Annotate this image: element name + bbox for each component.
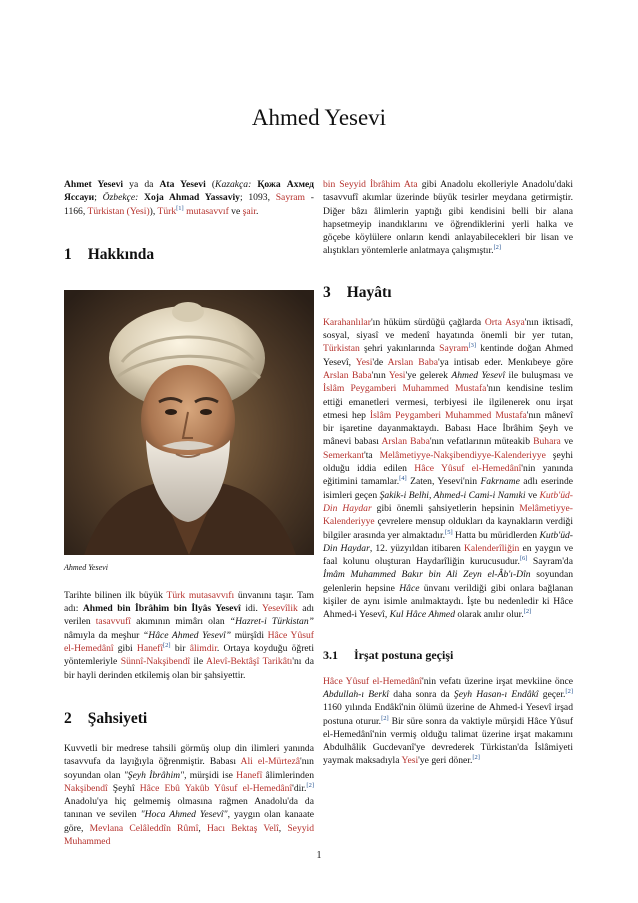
name-ata-yesevi: Ata Yesevi — [159, 179, 206, 190]
portrait-image — [64, 290, 314, 555]
text: , mürşidi ise — [184, 769, 237, 781]
link-tasavvufi[interactable]: tasavvufî — [95, 616, 131, 628]
text: gibi Anadolu ekolleriyle Anadolu'daki tasavvufî akımlar üzerinde büyük tesirler meydana getirmiştir. Diğer bâzı âlimlerin yaptığı gibi kendisini belli bir alana hapsetmeyip inandıklarını ve öğrendiklerini yerli halka ve göçebe köylülere onların kendi anlayabilecekleri bir lisan ve alıştıkları yöntemlerle anlatmaya çalışmıştır. — [323, 179, 574, 257]
text: soyundan gelenlerin hepsine — [323, 569, 573, 594]
text: . Ortaya koyduğu öğreti yöntemleriyle — [64, 643, 314, 668]
text: şehri yakınlarında — [359, 343, 440, 355]
image-caption: Ahmed Yesevi — [64, 562, 108, 572]
link-turkistan-2[interactable]: Türkistan — [323, 343, 360, 355]
link-mutasavvif[interactable]: mutasavvıf — [186, 205, 229, 217]
text: mürşîdi — [231, 629, 268, 641]
name-ahmet-yesevi: Ahmet Yesevi — [64, 179, 124, 190]
text: 'nı da bir hayli derinden etkilemiş olan bir şahsiyettir. — [64, 656, 314, 681]
quote-kutbuddin-haydar: Kutb'üd-Din Haydar — [323, 529, 573, 554]
link-naksibendi[interactable]: Nakşibendî — [64, 782, 108, 794]
link-yesi[interactable]: Yesi — [355, 356, 373, 368]
ref-2[interactable]: [2] — [306, 781, 314, 789]
section-number: 1 — [64, 245, 72, 263]
text: 'ya intisab eder. Menkıbeye göre — [437, 356, 573, 368]
link-hace-yusuf[interactable]: Hâce Yûsuf el-Hemedânî — [64, 629, 314, 655]
text: ; 1093, — [239, 192, 276, 204]
text: ile — [190, 656, 207, 668]
link-arslan-baba-2[interactable]: Arslan Baba — [323, 369, 372, 381]
section-title: Şahsiyeti — [87, 709, 148, 727]
text: Kuvvetli bir medrese tahsili görmüş olup din ilimleri yanında tasavvufa da layığıyla öğrenmiştir. Babası — [64, 742, 314, 768]
section-number: 3.1 — [323, 647, 338, 662]
text: adı verilen — [64, 603, 315, 628]
text: Zaten, Yesevi'nin — [406, 476, 481, 488]
link-islam-peygamberi-2[interactable]: İslâm Peygamberi Muhammed Mustafa — [369, 409, 527, 421]
uzbek-name: Xoja Ahmad Yassaviy — [138, 192, 240, 204]
text: 'nın kendisine teslim ettiği emanetleri vermesi, terbiyesi ile ilgilenerek onu irşat etmesi hep — [323, 383, 573, 421]
page-number: 1 — [316, 850, 322, 861]
text: bir — [170, 643, 190, 655]
right-column — [323, 178, 573, 768]
hakkinda-paragraph — [64, 589, 314, 682]
link-melametiyye[interactable]: Melâmetiyye-Nakşibendiyye-Kalenderiyye — [379, 449, 546, 461]
link-hace-ebu-yakub[interactable]: Hâce Ebû Yakûb Yûsuf el-Hemedânî — [139, 782, 293, 794]
text: 'de — [372, 356, 388, 368]
section-heading-hayati — [323, 284, 573, 302]
text: ; — [94, 192, 103, 204]
link-sayram[interactable]: Sayram — [275, 192, 306, 204]
text: 'dir. — [292, 782, 307, 794]
link-arslan-baba[interactable]: Arslan Baba — [387, 356, 438, 368]
text: ve — [560, 436, 573, 448]
link-turkistan[interactable]: Türkistan (Yesi) — [87, 205, 150, 217]
quote-seyh-hasan-i-endaki: Şeyh Hasan-ı Endâkî — [453, 688, 539, 700]
link-karahanlilar[interactable]: Karahanlılar — [323, 316, 371, 328]
text: Tarihte bilinen ilk büyük — [64, 589, 167, 601]
kazakh-name: Қожа Ахмед Яссауи — [64, 179, 315, 204]
quote-hoca-ahmed-yesevi: "Hoca Ahmed Yesevî" — [140, 809, 228, 821]
text: , yaygın olan kanaate göre, — [64, 809, 314, 834]
ref-2[interactable]: [2] — [163, 641, 171, 649]
link-sayram-2[interactable]: Sayram — [439, 343, 469, 355]
quote-ahmed-yesevi: Ahmed Yesevî — [451, 369, 506, 381]
uzbek-label: Özbekçe: — [102, 192, 139, 204]
text: 'nın — [371, 369, 389, 381]
text: 'ye gelerek — [405, 369, 452, 381]
ref-6[interactable]: [6] — [519, 554, 528, 562]
text: Sayram'da — [527, 556, 573, 568]
ref-3[interactable]: [3] — [468, 342, 477, 350]
text: akımının mimârı olan — [130, 616, 230, 628]
link-yesevilik[interactable]: Yesevîlik — [262, 603, 298, 615]
text: Bir süre sonra da vaktiyle mürşidi Hâce Yûsuf el-Hemedânî'nin vermiş olduğu talimat üzerine irşat makamını Abdulhâlik Gucdevanî'ye devrederek Türkistan'da İslâmiyeti yaymak maksadıyla — [323, 715, 574, 767]
text: 'ye geri döner. — [418, 755, 473, 767]
link-sunni-naksibendi[interactable]: Sünnî-Nakşibendî — [120, 656, 191, 668]
text: 'nın mânevî bir işaretine dayanmaktaydı. Babası Hace İbrâhim Şeyh ve mânevi babası — [323, 409, 573, 448]
link-alimdir[interactable]: âlimdir — [189, 643, 217, 655]
ref-5[interactable]: [5] — [445, 528, 453, 536]
link-kalenderilik[interactable]: Kalenderîliğin — [463, 542, 520, 554]
subsection-heading-irsat — [323, 648, 573, 663]
ref-2[interactable]: [2] — [565, 687, 573, 695]
ref-1[interactable]: [1] — [176, 204, 184, 212]
section-number: 3 — [323, 283, 331, 301]
link-hace-yusuf-3[interactable]: Hâce Yûsuf el-Hemedânî — [323, 675, 422, 687]
text: âlimlerinden — [262, 769, 314, 781]
quote-hace-ahmed-yesevi: “Hâce Ahmed Yesevî” — [142, 629, 232, 641]
link-orta-asya[interactable]: Orta Asya — [484, 316, 525, 328]
link-mevlana[interactable]: Mevlana Celâleddîn Rûmî — [89, 822, 199, 834]
irsat-paragraph — [323, 675, 573, 768]
text: olarak anılır olur. — [455, 609, 524, 621]
text: - 1166, — [64, 192, 314, 217]
ref-2[interactable]: [2] — [381, 714, 389, 722]
link-ali-el-murteza[interactable]: Ali el-Mürtezâ — [240, 756, 300, 768]
ref-2[interactable]: [2] — [472, 754, 480, 762]
text: 'nın iktisadî, sosyal, siyasî ve medenî hayatında önemli bir yer tutan, — [323, 316, 573, 342]
link-turk-mutasavvifi[interactable]: Türk mutasavvıfı — [166, 589, 235, 601]
portrait-illustration — [64, 290, 314, 555]
text: 'nin yanında eğitimini tamamlar. — [323, 463, 573, 488]
text: , — [278, 822, 288, 834]
section-number: 2 — [64, 709, 72, 727]
text: kentinde doğan Ahmed Yesevî, — [323, 343, 573, 368]
ref-4[interactable]: [4] — [399, 475, 407, 483]
link-semerkant[interactable]: Semerkant — [323, 449, 365, 461]
text: ünvanını taşır. Tam adı: — [64, 589, 314, 615]
quote-fakrname: Fakrname — [480, 476, 520, 488]
text: , 12. yüzyıldan itibaren — [369, 542, 464, 554]
text: 'nın vefatlarının müteakib — [429, 436, 534, 448]
text: daha sonra da — [389, 688, 454, 700]
text: nâmıyla da meşhur — [64, 629, 143, 641]
quote-sakik-i-belhi: Şakik-i Belhi, Ahmed-i Cami-i Namıki — [379, 489, 526, 501]
text: 'nın soyundan olan — [64, 756, 314, 781]
link-hanefi[interactable]: Hanefî — [136, 643, 164, 655]
text: 'ın hüküm sürdüğü çağlarda — [370, 316, 485, 328]
text: ile buluşması ve — [505, 369, 574, 381]
text: adlı eserinde isimleri geçen — [323, 476, 573, 501]
ref-2[interactable]: [2] — [493, 244, 502, 252]
link-turk[interactable]: Türk — [157, 205, 177, 217]
section-title: Hayâtı — [346, 283, 392, 301]
section-title: İrşat postuna geçişi — [354, 647, 454, 662]
link-melametiyye-kalenderiyye[interactable]: Melâmetiyye-Kalenderiyye — [323, 502, 573, 528]
link-islam-peygamberi[interactable]: İslâm Peygamberi Muhammed Mustafa — [323, 383, 487, 395]
text: 1160 yılında Endâkî'nin ölümü üzerine de Ahmed-i Yesevî irşad postuna oturur. — [323, 702, 573, 727]
text: 'ta — [364, 449, 380, 461]
ref-2[interactable]: [2] — [523, 608, 532, 616]
text: ya da — [123, 179, 160, 190]
link-sair[interactable]: şair — [242, 205, 256, 217]
text: çevrelere mensup oldukları da kaynakların verdiği bilgiler arasında yer almaktadır. — [323, 516, 573, 541]
hayati-paragraph — [323, 316, 573, 622]
quote-kul-hace-ahmed: Kul Hâce Ahmed — [389, 609, 455, 621]
link-seyyid-muhammed[interactable]: Seyyid Muhammed — [64, 822, 314, 848]
full-name: Ahmed bin İbrâhim bin İlyâs Yesevî — [82, 603, 241, 615]
section-heading-hakkinda — [64, 246, 314, 264]
quote-seyh-ibrahim: "Şeyh İbrâhim" — [123, 769, 185, 781]
link-yesi-3[interactable]: Yesi — [401, 755, 419, 767]
page-title: Ahmed Yesevi — [251, 105, 387, 130]
link-haci-bektas[interactable]: Hacı Bektaş Velî — [206, 822, 279, 834]
quote-hace: Hâce — [399, 582, 420, 594]
text: ve — [525, 489, 540, 501]
sahsiyeti-paragraph — [64, 742, 314, 848]
kazakh-label: Kazakça: — [215, 179, 252, 190]
text: Hatta bu müridlerden — [452, 529, 540, 541]
link-hanefi-2[interactable]: Hanefî — [236, 769, 263, 781]
text: ( — [205, 179, 216, 190]
text: ), — [149, 205, 158, 217]
link-alevi-bektasi[interactable]: Alevî-Bektâşî Tarikâtı — [206, 656, 293, 668]
text: gibi önemli şahsiyetlerin hepsinin — [371, 502, 520, 514]
link-hace-yusuf-2[interactable]: Hâce Yûsuf el-Hemedânî — [414, 463, 522, 475]
link-buhara[interactable]: Buhara — [533, 436, 561, 448]
quote-imam-muhammed-bakir: İmâm Muhammed Bakır bin Ali Zeyn el-Âb'ı-Dîn — [323, 569, 531, 581]
text: , — [198, 822, 207, 834]
text: gibi — [113, 643, 137, 655]
text: en yaygın ve faal kolunu oluşturan Haydarîliğin kurucusudur. — [323, 542, 573, 568]
quote-abdullah-i-berki: Abdullah-ı Berkî — [323, 688, 390, 700]
intro-paragraph — [64, 178, 314, 218]
text: Anadolu'ya hiç gelmemiş olmasına rağmen Anadolu'da da tanınan ve sevilen — [64, 796, 314, 821]
section-title: Hakkında — [87, 245, 155, 263]
text: idi. — [240, 603, 262, 615]
text: 'nin vefatı üzerine irşat mevkiine önce — [422, 675, 574, 687]
text: . — [255, 205, 259, 217]
left-column — [64, 178, 314, 848]
link-seyyid-ibrahim-ata[interactable]: bin Seyyid İbrâhim Ata — [323, 179, 418, 190]
continuation-paragraph — [323, 178, 573, 258]
link-yesi-2[interactable]: Yesi — [388, 369, 406, 381]
text: ve — [228, 205, 243, 217]
text: şeyhi olduğu iddia edilen — [323, 449, 573, 475]
quote-hazret-i-turkistan: “Hazret-i Türkistan” — [229, 616, 314, 628]
text: geçer. — [538, 688, 566, 700]
text: ünvanı verildiği gibi onlara bağlanan kişiler de aynı isimle anılmaktaydı. İşte bu nedenledir ki Hâce Ahmed-i Yesevî, — [323, 582, 573, 621]
link-kutbuddin-haydar[interactable]: Kutb'üd-Din Haydar — [323, 489, 573, 514]
text: Şeyhî — [107, 782, 140, 794]
link-arslan-baba-3[interactable]: Arslan Baba — [381, 436, 430, 448]
section-heading-sahsiyeti — [64, 710, 314, 728]
